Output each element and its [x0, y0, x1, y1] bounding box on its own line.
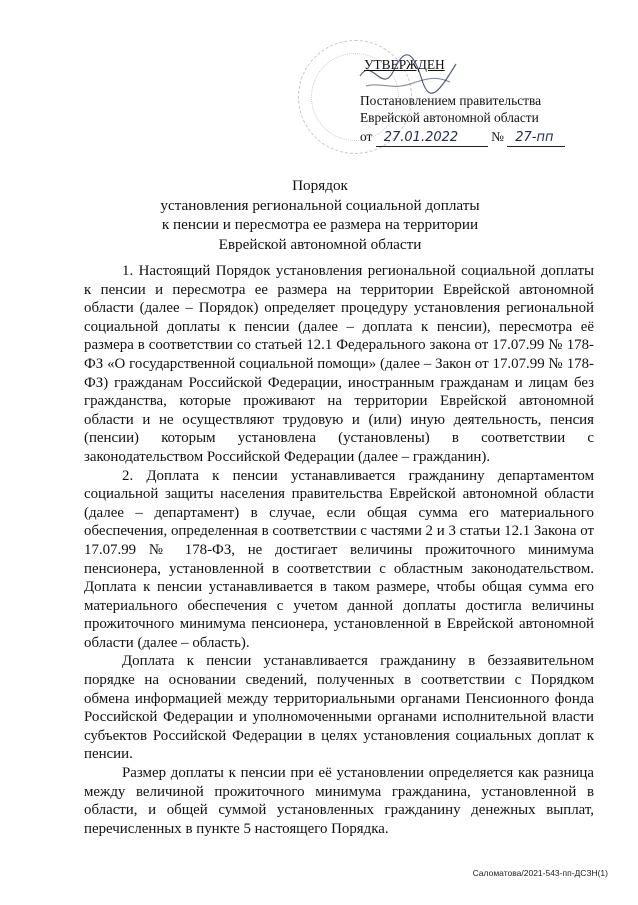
document-title: [100, 176, 540, 254]
title-line-3: к пенсии и пересмотра ее размера на территории: [161, 216, 479, 233]
title-line-1: Порядок: [292, 177, 348, 194]
paragraph-3: Доплата к пенсии устанавливается гражданину в беззаявительном порядке на основании сведений, полученных в соответствии с Порядком обмена информацией между территориальными органами Пенсионного фонда Российской Федерации и уполномоченными органами исполнительной власти субъектов Российской Федерации в целях установления социальных доплат к пенсии.: [84, 653, 594, 763]
decree-date-number: [360, 128, 565, 147]
decree-number-value: 27-пп: [507, 129, 565, 147]
title-line-2: установления региональной социальной доплаты: [160, 196, 480, 214]
paragraph-4: Размер доплаты к пенсии при её установлении определяется как разница между величиной прожиточного минимума гражданина, установленной в области, и общей суммой установленных гражданину денежных выплат, перечисленных в пункте 5 настоящего Порядка.: [84, 765, 594, 837]
title-line-4: Еврейской автономной области: [218, 235, 422, 253]
decree-line-1: Постановлением правительства: [360, 93, 542, 108]
decree-line-2: Еврейской автономной области: [360, 110, 539, 125]
paragraph-1: 1. Настоящий Порядок установления региональной социальной доплаты к пенсии и пересмотра ее размера на территории Еврейской автономной области (далее – Порядок) определяет процедуру установления региональной социальной доплаты к пенсии (далее – доплата к пенсии), пересмотра её размера в соответствии со статьей 12.1 Федерального закона от 17.07.99 № 178-ФЗ «О государственной социальной помощи» (далее – Закон от 17.07.99 № 178-ФЗ) гражданам Российской Федерации, иностранным гражданам и лицам без гражданства, которые проживают на территории Еврейской автономной области и не осуществляют трудовую и (или) иную деятельность, пенсия (пенсии) которым установлена (установлены) в соответствии с законодательством Российской Федерации (далее – гражданин).: [84, 263, 594, 465]
footer-reference: Саломатова/2021-543-пп-ДСЗН(1): [472, 868, 608, 878]
decree-reference: [360, 92, 541, 126]
paragraph-2: 2. Доплата к пенсии устанавливается гражданину департаментом социальной защиты населения правительства Еврейской автономной области (далее – департамент) в случае, если общая сумма его материального обеспечения, определенная в соответствии с частями 2 и 3 статьи 12.1 Закона от 17.07.99 № 178-ФЗ, не достигает величины прожиточного минимума пенсионера, установленной в соответствии с областным законодательством. Доплата к пенсии устанавливается в таком размере, чтобы общая сумма его материального обеспечения с учетом данной доплаты достигла величины прожиточного минимума пенсионера, установленной в Еврейской автономной области (далее – область).: [84, 467, 594, 651]
number-prefix: №: [491, 129, 504, 144]
date-prefix: от: [360, 129, 373, 144]
decree-date-value: 27.01.2022: [376, 129, 488, 147]
approved-heading: УТВЕРЖДЕН: [364, 57, 445, 72]
document-body: [84, 262, 594, 838]
